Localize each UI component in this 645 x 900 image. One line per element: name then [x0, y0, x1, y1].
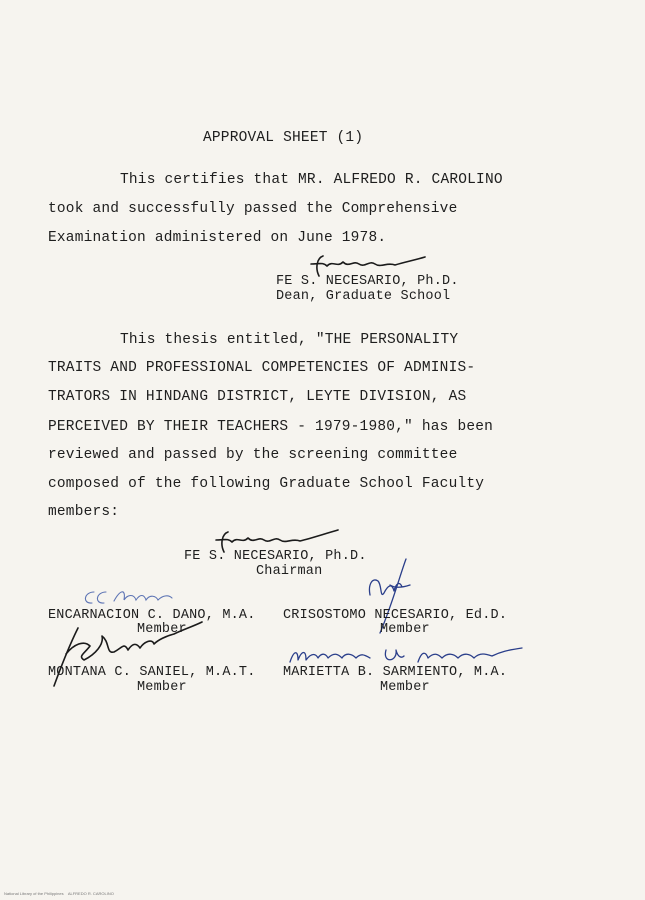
certification-line-2: took and successfully passed the Comprehensive [48, 201, 458, 217]
saniel-signature [44, 614, 214, 694]
chairman-name: FE S. NECESARIO, Ph.D. [184, 549, 367, 564]
dean-title: Dean, Graduate School [276, 289, 451, 304]
dano-signature [80, 586, 180, 608]
member-name-crisostomo: CRISOSTOMO NECESARIO, Ed.D. [283, 608, 508, 623]
dean-name: FE S. NECESARIO, Ph.D. [276, 274, 459, 289]
member-role-dano: Member [137, 622, 187, 637]
certification-line-1: This certifies that MR. ALFREDO R. CAROLINO [120, 172, 503, 188]
thesis-line-3: TRATORS IN HINDANG DISTRICT, LEYTE DIVISION, AS [48, 389, 467, 405]
member-role-saniel: Member [137, 680, 187, 695]
thesis-line-1: This thesis entitled, "THE PERSONALITY [120, 332, 459, 348]
chairman-role: Chairman [256, 564, 323, 579]
member-name-saniel: MONTANA C. SANIEL, M.A.T. [48, 665, 256, 680]
certification-line-3: Examination administered on June 1978. [48, 230, 387, 246]
thesis-line-7: members: [48, 504, 120, 520]
page-title: APPROVAL SHEET (1) [203, 130, 364, 146]
member-role-sarmiento: Member [380, 680, 430, 695]
thesis-line-6: composed of the following Graduate School Faculty [48, 476, 485, 492]
thesis-line-4: PERCEIVED BY THEIR TEACHERS - 1979-1980," has been [48, 419, 494, 435]
member-role-crisostomo: Member [380, 622, 430, 637]
footer-watermark: National Library of the Philippines ALFREDO R. CAROLINO [4, 891, 114, 896]
thesis-line-5: reviewed and passed by the screening committee [48, 447, 458, 463]
member-name-sarmiento: MARIETTA B. SARMIENTO, M.A. [283, 665, 508, 680]
member-name-dano: ENCARNACION C. DANO, M.A. [48, 608, 256, 623]
thesis-line-2: TRAITS AND PROFESSIONAL COMPETENCIES OF ADMINIS- [48, 360, 476, 376]
